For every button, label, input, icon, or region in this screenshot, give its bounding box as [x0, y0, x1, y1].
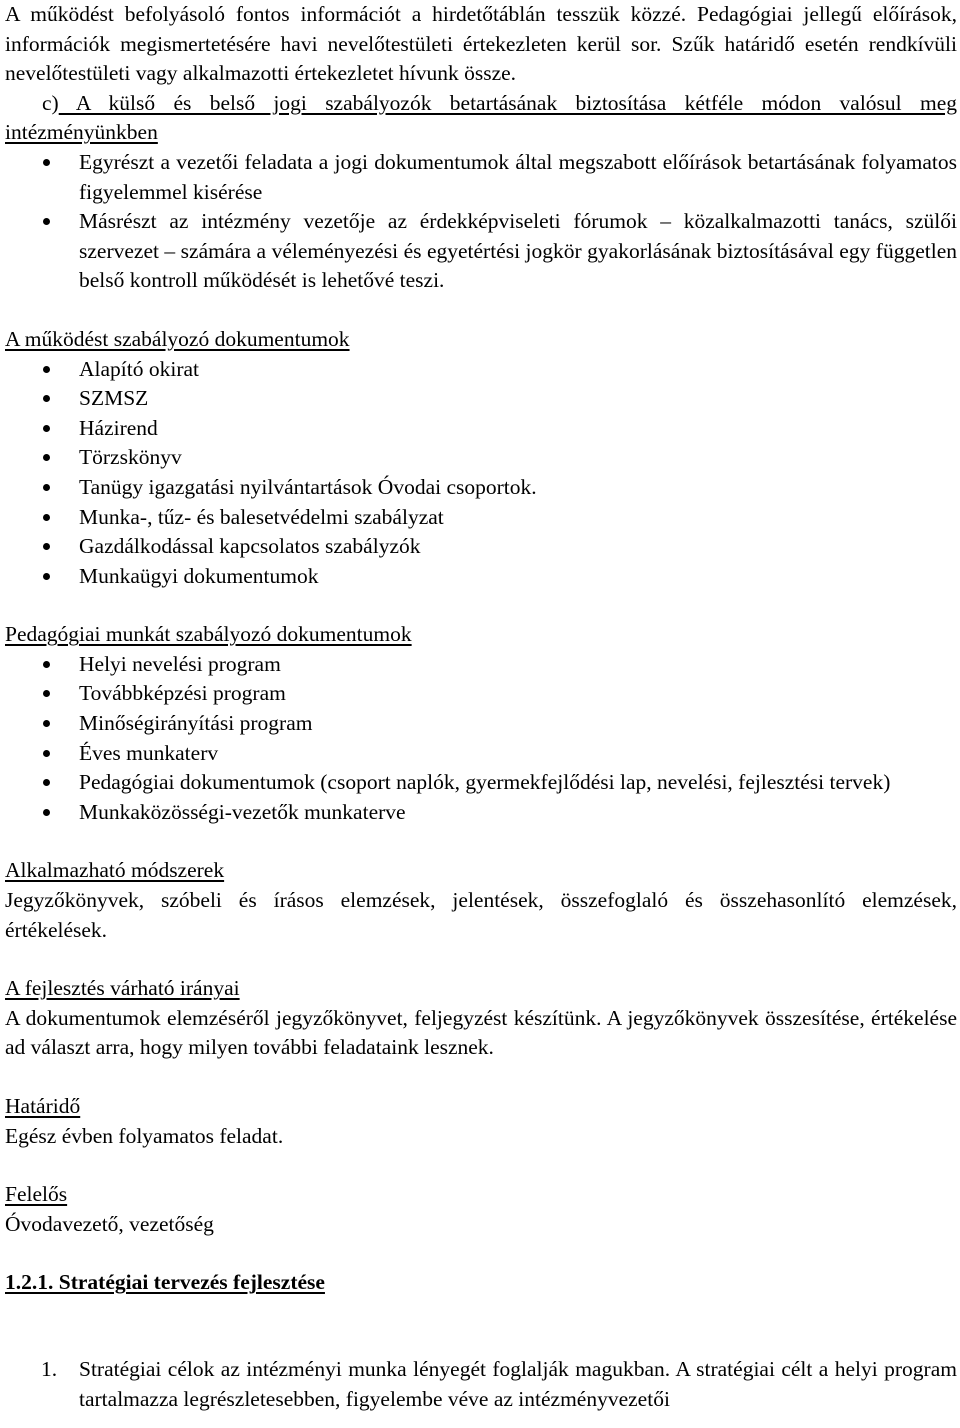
spacer	[5, 1063, 957, 1092]
development-text: A dokumentumok elemzéséről jegyzőkönyvet, feljegyzést készítünk. A jegyzőkönyvek összesítése, értékelése ad választ arra, hogy milyen további feladataink lesznek.	[5, 1005, 957, 1060]
deadline-title: Határidő	[5, 1094, 81, 1118]
list-item: SZMSZ	[5, 384, 957, 414]
spacer	[5, 1151, 957, 1180]
section-c-list	[5, 148, 957, 296]
responsible-text: Óvodavezető, vezetőség	[5, 1211, 214, 1236]
section-c-marker: c)	[42, 90, 59, 115]
list-item: Éves munkaterv	[5, 739, 957, 769]
methods-text: Jegyzőkönyvek, szóbeli és írásos elemzések, jelentések, összefoglaló és összehasonlító elemzések, értékelések.	[5, 888, 957, 942]
development-title: A fejlesztés várható irányai	[5, 976, 240, 1001]
methods-title: Alkalmazható módszerek	[5, 858, 225, 883]
list-item-text: Stratégiai célok az intézményi munka lényegét foglalják magukban. A stratégiai célt a helyi program tartalmazza legrészletesebben, figyelembe véve az intézményvezetői	[79, 1356, 957, 1411]
list-item: Munka-, tűz- és balesetvédelmi szabályzat	[5, 503, 957, 533]
spacer	[5, 1327, 957, 1355]
list-item: Egyrészt a vezetői feladata a jogi dokumentumok által megszabott előírások betartásának folyamatos figyelemmel kisérése	[5, 148, 957, 207]
strategic-heading	[5, 1268, 957, 1298]
spacer	[5, 1298, 957, 1327]
section-c-heading	[5, 89, 957, 148]
operating-docs-title: A működést szabályozó dokumentumok	[5, 326, 350, 351]
development-heading	[5, 974, 957, 1004]
list-item-number: 1.	[41, 1356, 58, 1381]
list-item: Helyi nevelési program	[5, 650, 957, 680]
spacer	[5, 296, 957, 325]
list-item: Továbbképzési program	[5, 679, 957, 709]
spacer	[5, 827, 957, 856]
pedagogical-docs-list	[5, 650, 957, 828]
list-item: Törzskönyv	[5, 443, 957, 473]
list-item: Munkaügyi dokumentumok	[5, 562, 957, 592]
spacer	[5, 1239, 957, 1268]
spacer	[5, 591, 957, 620]
list-item: Munkaközösségi-vezetők munkaterve	[5, 798, 957, 828]
spacer	[5, 945, 957, 974]
responsible-title: Felelős	[5, 1182, 68, 1207]
list-item	[5, 1355, 957, 1414]
list-item: Másrészt az intézmény vezetője az érdekképviseleti fórumok – közalkalmazotti tanács, szülői szervezet – számára a véleményezési és egyetértési jogkör gyakorlásának biztosításával egy független belső kontroll működését is lehetővé teszi.	[5, 207, 957, 296]
operating-docs-list	[5, 355, 957, 592]
pedagogical-docs-heading	[5, 620, 957, 650]
list-item: Házirend	[5, 414, 957, 444]
list-item: Gazdálkodással kapcsolatos szabályzók	[5, 532, 957, 562]
list-item: Minőségirányítási program	[5, 709, 957, 739]
document-page	[5, 0, 957, 1414]
list-item: Tanügy igazgatási nyilvántartások Óvodai csoportok.	[5, 473, 957, 503]
strategic-list	[5, 1355, 957, 1414]
deadline-text: Egész évben folyamatos feladat.	[5, 1123, 284, 1148]
intro-paragraph: A működést befolyásoló fontos információt a hirdetőtáblán tesszük közzé. Pedagógiai jellegű előírások, információk megismertetésére havi nevelőtestületi értekezleten kerül sor. Szűk határidő esetén rendkívüli nevelőtestületi vagy alkalmazotti értekezletet hívunk össze.	[5, 2, 957, 86]
strategic-title: 1.2.1. Stratégiai tervezés fejlesztése	[5, 1270, 325, 1295]
section-c-title: A külső és belső jogi szabályozók betartásának biztosítása kétféle módon valósul meg intézményünkben	[5, 90, 957, 145]
pedagogical-docs-title: Pedagógiai munkát szabályozó dokumentumok	[5, 622, 412, 647]
operating-docs-heading	[5, 325, 957, 355]
deadline-heading	[5, 1092, 957, 1122]
responsible-heading	[5, 1180, 957, 1210]
list-item: Pedagógiai dokumentumok (csoport naplók, gyermekfejlődési lap, nevelési, fejlesztési tervek)	[5, 768, 957, 798]
list-item: Alapító okirat	[5, 355, 957, 385]
methods-heading	[5, 856, 957, 886]
